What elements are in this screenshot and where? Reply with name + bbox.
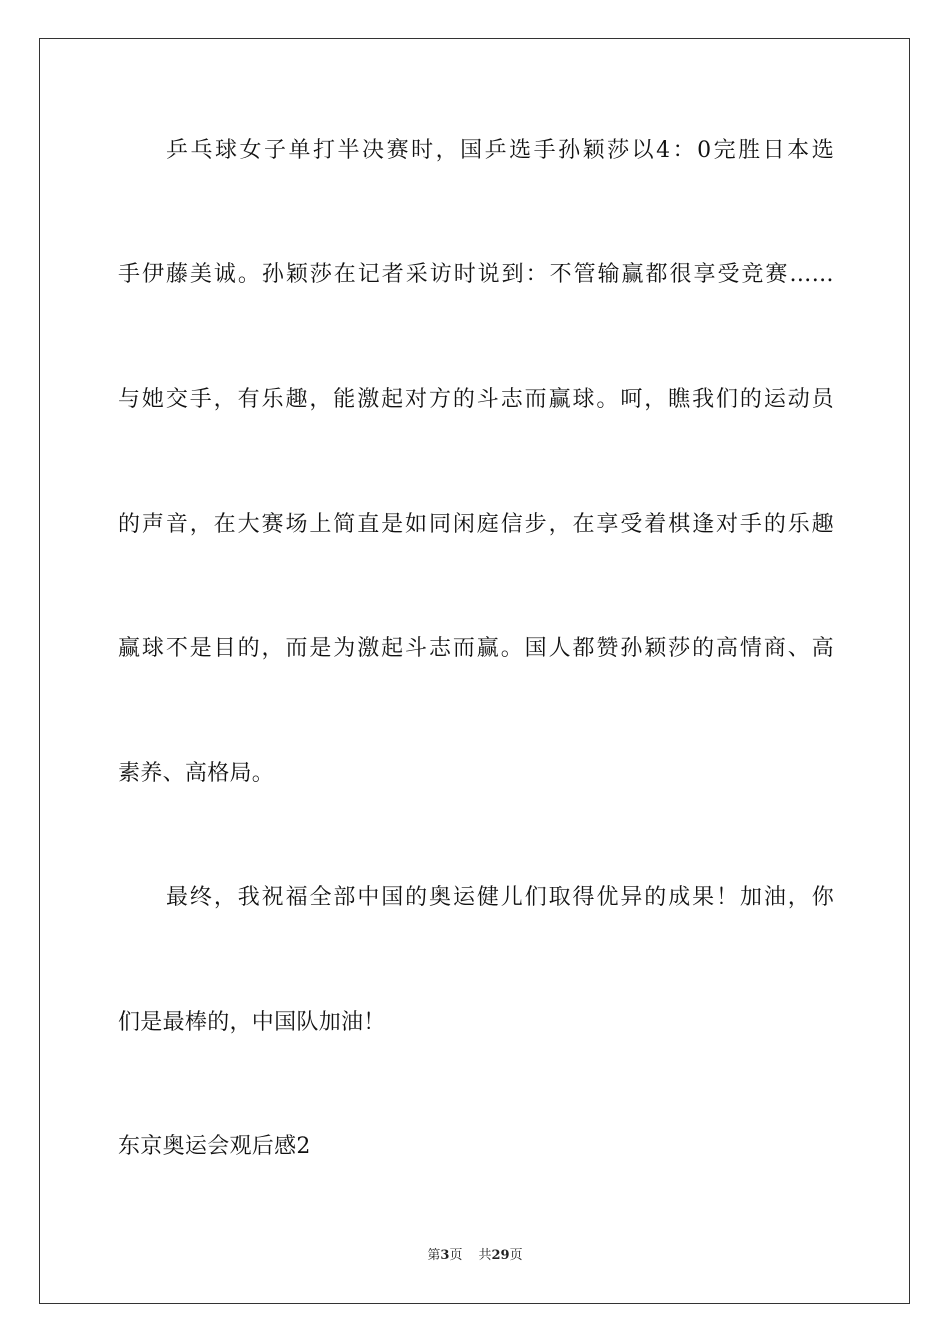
footer-page-number: 3	[440, 1248, 450, 1263]
section-heading: 东京奥运会观后感2	[118, 1134, 311, 1159]
footer-total-suffix: 页	[509, 1248, 523, 1263]
paragraph-1-line-2: 手伊藤美诚。孙颖莎在记者采访时说到：不管输赢都很享受竞赛……	[118, 262, 834, 287]
paragraph-1-line-3: 与她交手，有乐趣，能激起对方的斗志而赢球。呵，瞧我们的运动员	[118, 387, 834, 412]
page-border	[39, 38, 910, 1304]
page-footer	[0, 1247, 950, 1265]
paragraph-1-line-5: 赢球不是目的，而是为激起斗志而赢。国人都赞孙颖莎的高情商、高	[118, 636, 834, 661]
paragraph-1-line-6: 素养、高格局。	[118, 761, 275, 786]
footer-total-prefix: 共	[478, 1248, 492, 1263]
paragraph-2-line-1: 最终，我祝福全部中国的奥运健儿们取得优异的成果！加油，你	[166, 885, 834, 910]
paragraph-2-line-2: 们是最棒的，中国队加油！	[118, 1010, 386, 1035]
paragraph-1-line-4: 的声音，在大赛场上简直是如同闲庭信步，在享受着棋逢对手的乐趣	[118, 512, 834, 537]
paragraph-1-line-1: 乒乓球女子单打半决赛时，国乒选手孙颖莎以4：0完胜日本选	[166, 138, 834, 163]
footer-total-pages: 29	[491, 1248, 510, 1263]
footer-page-suffix: 页	[449, 1248, 463, 1263]
footer-page-prefix: 第	[427, 1248, 441, 1263]
